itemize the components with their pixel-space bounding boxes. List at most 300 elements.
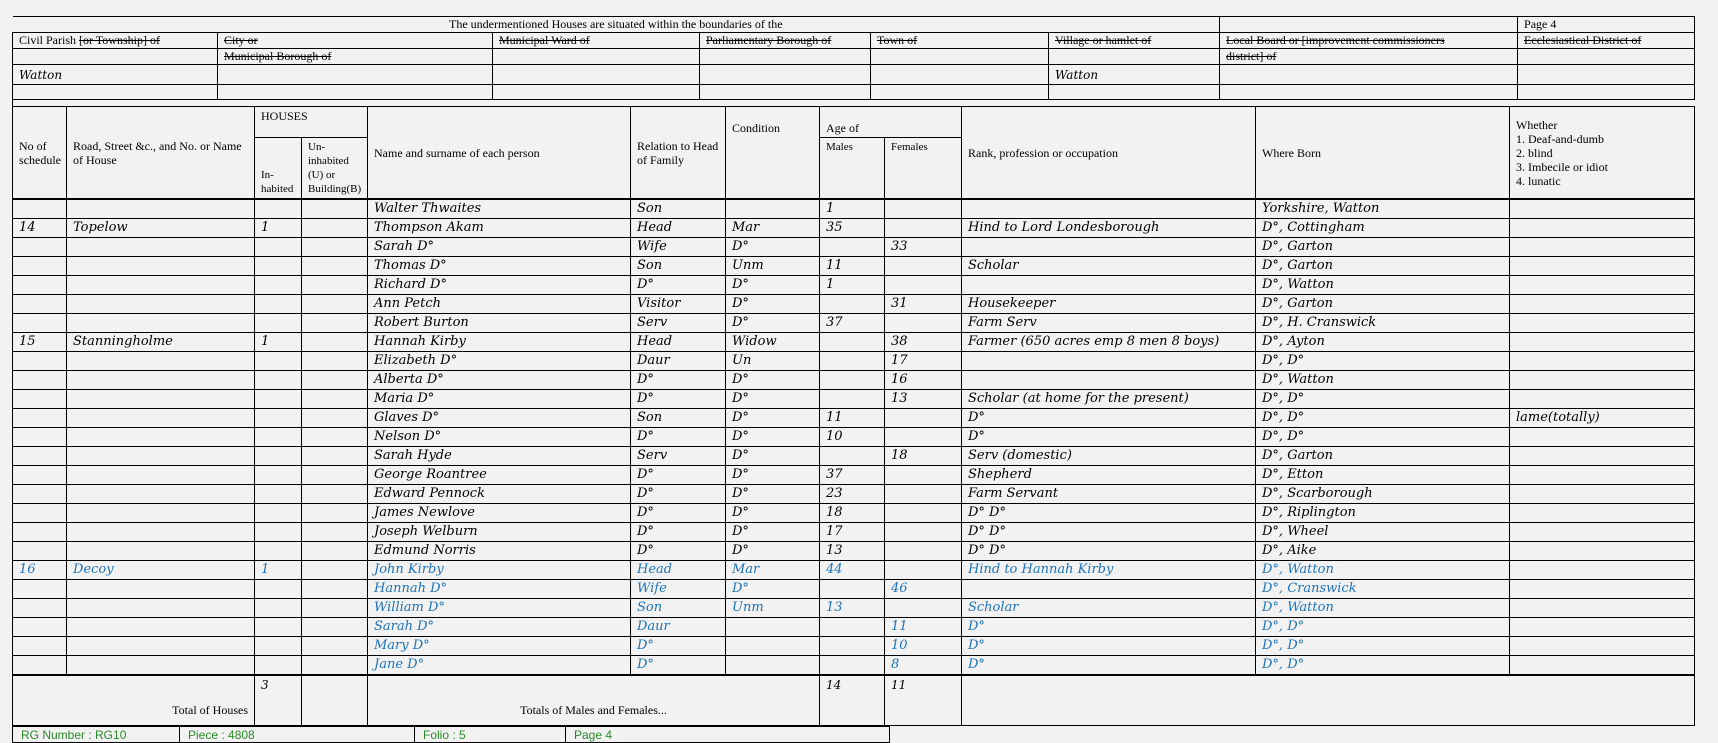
condition-cell: D° — [726, 504, 820, 523]
uninhabited-cell — [302, 257, 368, 276]
relation-cell: Visitor — [631, 295, 726, 314]
females-age-cell — [885, 523, 962, 542]
name-cell: Mary D° — [368, 637, 631, 656]
where-born-cell: D°, Watton — [1256, 371, 1510, 390]
column-header — [12, 106, 1695, 199]
name-cell: Sarah D° — [368, 618, 631, 637]
occupation-cell: D° D° — [962, 504, 1256, 523]
males-age-cell: 37 — [820, 466, 885, 485]
road-cell — [67, 656, 255, 675]
inhabited-cell — [255, 466, 302, 485]
name-cell: Joseph Welburn — [368, 523, 631, 542]
table-row — [13, 409, 1695, 428]
where-born-cell: D°, Aike — [1256, 542, 1510, 561]
table-row — [13, 523, 1695, 542]
name-cell: Edward Pennock — [368, 485, 631, 504]
occupation-cell: Farm Serv — [962, 314, 1256, 333]
where-born-cell: D°, Cranswick — [1256, 580, 1510, 599]
reference-footer — [12, 726, 890, 743]
piece-number: Piece : 4808 — [180, 727, 415, 743]
name-cell: Alberta D° — [368, 371, 631, 390]
infirmity-cell — [1510, 447, 1695, 466]
name-cell: Thompson Akam — [368, 219, 631, 238]
table-row — [13, 466, 1695, 485]
females-age-cell: 17 — [885, 352, 962, 371]
census-sheet — [12, 16, 1694, 743]
condition-cell — [726, 618, 820, 637]
males-age-cell: 13 — [820, 599, 885, 618]
road-cell — [67, 238, 255, 257]
road-cell — [67, 618, 255, 637]
name-cell: Jane D° — [368, 656, 631, 675]
schedule-cell: 16 — [13, 561, 67, 580]
infirmity-cell — [1510, 618, 1695, 637]
males-age-cell — [820, 618, 885, 637]
occupation-cell: D° — [962, 656, 1256, 675]
where-born-cell: D°, D° — [1256, 390, 1510, 409]
inhabited-cell — [255, 656, 302, 675]
occupation-cell: Scholar — [962, 257, 1256, 276]
uninhabited-cell — [302, 390, 368, 409]
total-males-value: 14 — [820, 676, 885, 726]
occupation-cell: D° D° — [962, 542, 1256, 561]
condition-cell: Widow — [726, 333, 820, 352]
uninhabited-cell — [302, 485, 368, 504]
condition-cell: Unm — [726, 599, 820, 618]
rg-number: RG Number : RG10 — [13, 727, 180, 743]
road-cell — [67, 314, 255, 333]
females-age-cell — [885, 542, 962, 561]
where-born-cell: D°, Watton — [1256, 599, 1510, 618]
name-cell: Thomas D° — [368, 257, 631, 276]
totals-table — [12, 675, 1695, 726]
uninhabited-cell — [302, 523, 368, 542]
uninhabited-cell — [302, 219, 368, 238]
uninhabited-cell — [302, 352, 368, 371]
occupation-cell: Housekeeper — [962, 295, 1256, 314]
inhabited-cell — [255, 257, 302, 276]
relation-cell: Wife — [631, 238, 726, 257]
name-cell: Hannah D° — [368, 580, 631, 599]
schedule-cell — [13, 523, 67, 542]
col-uninhabited: Un-inhabited (U) or Building(B) — [302, 138, 368, 199]
relation-cell: Daur — [631, 352, 726, 371]
females-age-cell — [885, 276, 962, 295]
relation-cell: Son — [631, 200, 726, 219]
males-age-cell — [820, 371, 885, 390]
where-born-cell: D°, H. Cranswick — [1256, 314, 1510, 333]
infirmity-cell — [1510, 637, 1695, 656]
occupation-cell: Farmer (650 acres emp 8 men 8 boys) — [962, 333, 1256, 352]
table-row — [13, 333, 1695, 352]
infirmity-cell — [1510, 276, 1695, 295]
where-born-cell: D°, D° — [1256, 409, 1510, 428]
condition-cell: D° — [726, 314, 820, 333]
road-cell — [67, 276, 255, 295]
table-row — [13, 447, 1695, 466]
schedule-cell — [13, 200, 67, 219]
schedule-cell — [13, 466, 67, 485]
whether-option-4: 4. lunatic — [1516, 173, 1561, 188]
where-born-cell: D°, Watton — [1256, 276, 1510, 295]
infirmity-cell — [1510, 542, 1695, 561]
infirmity-cell: lame(totally) — [1510, 409, 1695, 428]
females-age-cell: 8 — [885, 656, 962, 675]
relation-cell: D° — [631, 637, 726, 656]
uninhabited-cell — [302, 238, 368, 257]
road-cell — [67, 390, 255, 409]
males-age-cell — [820, 295, 885, 314]
table-row — [13, 390, 1695, 409]
occupation-cell — [962, 276, 1256, 295]
table-row — [13, 599, 1695, 618]
females-age-cell — [885, 409, 962, 428]
inhabited-cell: 1 — [255, 219, 302, 238]
name-cell: James Newlove — [368, 504, 631, 523]
col-females: Females — [885, 138, 962, 199]
name-cell: George Roantree — [368, 466, 631, 485]
relation-cell: Serv — [631, 314, 726, 333]
schedule-cell — [13, 485, 67, 504]
blank-cell — [1220, 17, 1518, 33]
schedule-cell: 15 — [13, 333, 67, 352]
condition-cell — [726, 656, 820, 675]
females-age-cell — [885, 314, 962, 333]
col-inhabited: In-habited — [255, 138, 302, 199]
occupation-cell: Hind to Hannah Kirby — [962, 561, 1256, 580]
road-cell — [67, 409, 255, 428]
name-cell: Elizabeth D° — [368, 352, 631, 371]
name-cell: Sarah D° — [368, 238, 631, 257]
inhabited-cell — [255, 276, 302, 295]
where-born-cell: D°, Etton — [1256, 466, 1510, 485]
col-name: Name and surname of each person — [368, 107, 631, 199]
infirmity-cell — [1510, 504, 1695, 523]
males-age-cell: 11 — [820, 409, 885, 428]
schedule-cell — [13, 409, 67, 428]
schedule-cell — [13, 295, 67, 314]
occupation-cell: Farm Servant — [962, 485, 1256, 504]
schedule-cell — [13, 504, 67, 523]
infirmity-cell — [1510, 466, 1695, 485]
inhabited-cell: 1 — [255, 333, 302, 352]
occupation-cell: Serv (domestic) — [962, 447, 1256, 466]
relation-cell: D° — [631, 466, 726, 485]
females-age-cell: 11 — [885, 618, 962, 637]
uninhabited-cell — [302, 371, 368, 390]
inhabited-cell — [255, 390, 302, 409]
condition-cell — [726, 200, 820, 219]
uninhabited-cell — [302, 656, 368, 675]
males-age-cell — [820, 637, 885, 656]
where-born-cell: D°, Riplington — [1256, 504, 1510, 523]
road-cell: Topelow — [67, 219, 255, 238]
infirmity-cell — [1510, 295, 1695, 314]
females-age-cell: 13 — [885, 390, 962, 409]
condition-cell: Mar — [726, 219, 820, 238]
where-born-cell: D°, D° — [1256, 618, 1510, 637]
males-age-cell — [820, 333, 885, 352]
where-born-cell: D°, Garton — [1256, 238, 1510, 257]
inhabited-cell — [255, 428, 302, 447]
schedule-cell — [13, 276, 67, 295]
folio-number: Folio : 5 — [415, 727, 566, 743]
males-age-cell: 10 — [820, 428, 885, 447]
table-row — [13, 295, 1695, 314]
relation-cell: Serv — [631, 447, 726, 466]
road-cell — [67, 447, 255, 466]
total-houses-value: 3 — [255, 676, 302, 726]
condition-cell: Unm — [726, 257, 820, 276]
uninhabited-cell — [302, 599, 368, 618]
males-age-cell — [820, 238, 885, 257]
infirmity-cell — [1510, 523, 1695, 542]
inhabited-cell — [255, 599, 302, 618]
table-row — [13, 314, 1695, 333]
condition-cell: Mar — [726, 561, 820, 580]
condition-cell: D° — [726, 466, 820, 485]
civil-parish-label: Civil Parish [or Township] of — [13, 33, 218, 49]
males-age-cell: 1 — [820, 276, 885, 295]
condition-cell: D° — [726, 276, 820, 295]
occupation-cell: D° — [962, 409, 1256, 428]
females-age-cell — [885, 200, 962, 219]
inhabited-cell — [255, 200, 302, 219]
condition-cell: D° — [726, 447, 820, 466]
infirmity-cell — [1510, 200, 1695, 219]
districts-table — [12, 16, 1695, 100]
uninhabited-cell — [302, 618, 368, 637]
females-age-cell — [885, 257, 962, 276]
relation-cell: Son — [631, 599, 726, 618]
uninhabited-cell — [302, 637, 368, 656]
inhabited-cell — [255, 314, 302, 333]
uninhabited-cell — [302, 333, 368, 352]
occupation-cell — [962, 580, 1256, 599]
name-cell: Ann Petch — [368, 295, 631, 314]
name-cell: John Kirby — [368, 561, 631, 580]
occupation-cell: D° — [962, 618, 1256, 637]
table-row — [13, 618, 1695, 637]
condition-cell: D° — [726, 238, 820, 257]
relation-cell: D° — [631, 371, 726, 390]
parliamentary-label: Parliamentary Borough of — [700, 33, 871, 49]
name-cell: Edmund Norris — [368, 542, 631, 561]
relation-cell: Wife — [631, 580, 726, 599]
table-row — [13, 561, 1695, 580]
road-cell — [67, 523, 255, 542]
relation-cell: D° — [631, 504, 726, 523]
relation-cell: Head — [631, 333, 726, 352]
males-age-cell: 17 — [820, 523, 885, 542]
table-row — [13, 504, 1695, 523]
uninhabited-cell — [302, 428, 368, 447]
relation-cell: Son — [631, 257, 726, 276]
road-cell — [67, 295, 255, 314]
table-row — [13, 428, 1695, 447]
table-row — [13, 352, 1695, 371]
schedule-cell — [13, 637, 67, 656]
table-row — [13, 200, 1695, 219]
col-schedule: No of schedule — [13, 107, 67, 199]
inhabited-cell — [255, 409, 302, 428]
relation-cell: Head — [631, 561, 726, 580]
schedule-cell — [13, 599, 67, 618]
females-age-cell: 10 — [885, 637, 962, 656]
occupation-cell: Hind to Lord Londesborough — [962, 219, 1256, 238]
males-age-cell: 35 — [820, 219, 885, 238]
col-where-born: Where Born — [1256, 107, 1510, 199]
where-born-cell: D°, Scarborough — [1256, 485, 1510, 504]
whether-option-1: 1. Deaf-and-dumb — [1516, 131, 1604, 146]
uninhabited-cell — [302, 447, 368, 466]
road-cell — [67, 504, 255, 523]
infirmity-cell — [1510, 485, 1695, 504]
schedule-cell — [13, 371, 67, 390]
females-age-cell — [885, 485, 962, 504]
inhabited-cell — [255, 618, 302, 637]
relation-cell: D° — [631, 428, 726, 447]
infirmity-cell — [1510, 561, 1695, 580]
total-persons-label: Totals of Males and Females... — [368, 676, 820, 726]
relation-cell: Son — [631, 409, 726, 428]
females-age-cell: 16 — [885, 371, 962, 390]
table-row — [13, 542, 1695, 561]
name-cell: Hannah Kirby — [368, 333, 631, 352]
total-females-value: 11 — [885, 676, 962, 726]
females-age-cell — [885, 466, 962, 485]
condition-cell — [726, 637, 820, 656]
condition-cell: D° — [726, 485, 820, 504]
relation-cell: D° — [631, 523, 726, 542]
males-age-cell — [820, 447, 885, 466]
condition-cell: D° — [726, 371, 820, 390]
uninhabited-cell — [302, 542, 368, 561]
uninhabited-cell — [302, 504, 368, 523]
schedule-cell — [13, 314, 67, 333]
where-born-cell: D°, Garton — [1256, 447, 1510, 466]
road-cell — [67, 580, 255, 599]
where-born-cell: D°, Cottingham — [1256, 219, 1510, 238]
where-born-cell: D°, D° — [1256, 637, 1510, 656]
name-cell: Richard D° — [368, 276, 631, 295]
table-row — [13, 257, 1695, 276]
road-cell — [67, 352, 255, 371]
schedule-cell — [13, 580, 67, 599]
inhabited-cell — [255, 580, 302, 599]
schedule-cell — [13, 542, 67, 561]
occupation-cell: Scholar (at home for the present) — [962, 390, 1256, 409]
inhabited-cell: 1 — [255, 561, 302, 580]
condition-cell: D° — [726, 390, 820, 409]
females-age-cell: 33 — [885, 238, 962, 257]
females-age-cell — [885, 219, 962, 238]
occupation-cell — [962, 238, 1256, 257]
total-houses-label: Total of Houses — [13, 676, 255, 726]
relation-cell: D° — [631, 485, 726, 504]
infirmity-cell — [1510, 333, 1695, 352]
road-cell — [67, 371, 255, 390]
condition-cell: D° — [726, 580, 820, 599]
col-condition: Condition — [726, 107, 820, 199]
condition-cell: D° — [726, 523, 820, 542]
table-row — [13, 580, 1695, 599]
schedule-cell — [13, 390, 67, 409]
table-row — [13, 371, 1695, 390]
name-cell: Walter Thwaites — [368, 200, 631, 219]
males-age-cell — [820, 390, 885, 409]
name-cell: William D° — [368, 599, 631, 618]
schedule-cell — [13, 257, 67, 276]
uninhabited-cell — [302, 314, 368, 333]
females-age-cell: 46 — [885, 580, 962, 599]
uninhabited-cell — [302, 466, 368, 485]
uninhabited-cell — [302, 409, 368, 428]
relation-cell: Head — [631, 219, 726, 238]
infirmity-cell — [1510, 257, 1695, 276]
municipal-borough-label: Municipal Borough of — [218, 49, 493, 65]
road-cell — [67, 485, 255, 504]
infirmity-cell — [1510, 656, 1695, 675]
road-cell — [67, 637, 255, 656]
whether-option-3: 3. Imbecile or idiot — [1516, 159, 1608, 174]
infirmity-cell — [1510, 314, 1695, 333]
road-cell — [67, 428, 255, 447]
females-age-cell — [885, 428, 962, 447]
condition-cell: D° — [726, 542, 820, 561]
road-cell — [67, 599, 255, 618]
infirmity-cell — [1510, 238, 1695, 257]
where-born-cell: D°, Garton — [1256, 295, 1510, 314]
table-row — [13, 637, 1695, 656]
males-age-cell — [820, 580, 885, 599]
inhabited-cell — [255, 637, 302, 656]
table-row — [13, 485, 1695, 504]
table-row — [13, 219, 1695, 238]
where-born-cell: D°, Wheel — [1256, 523, 1510, 542]
page-label: Page 4 — [1518, 17, 1695, 33]
where-born-cell: Yorkshire, Watton — [1256, 200, 1510, 219]
infirmity-cell — [1510, 371, 1695, 390]
schedule-cell — [13, 428, 67, 447]
road-cell: Decoy — [67, 561, 255, 580]
males-age-cell: 18 — [820, 504, 885, 523]
infirmity-cell — [1510, 580, 1695, 599]
condition-cell: D° — [726, 428, 820, 447]
situated-heading: The undermentioned Houses are situated within the boundaries of the — [13, 17, 1220, 33]
schedule-cell — [13, 238, 67, 257]
females-age-cell: 18 — [885, 447, 962, 466]
females-age-cell — [885, 504, 962, 523]
where-born-cell: D°, Watton — [1256, 561, 1510, 580]
road-cell — [67, 542, 255, 561]
inhabited-cell — [255, 504, 302, 523]
males-age-cell: 23 — [820, 485, 885, 504]
occupation-cell — [962, 371, 1256, 390]
occupation-cell: D° — [962, 637, 1256, 656]
females-age-cell: 38 — [885, 333, 962, 352]
females-age-cell — [885, 599, 962, 618]
inhabited-cell — [255, 352, 302, 371]
road-cell: Stanningholme — [67, 333, 255, 352]
schedule-cell — [13, 618, 67, 637]
males-age-cell — [820, 656, 885, 675]
females-age-cell — [885, 561, 962, 580]
local-board-label: Local Board or [improvement commissioners — [1220, 33, 1518, 49]
males-age-cell: 37 — [820, 314, 885, 333]
name-cell: Nelson D° — [368, 428, 631, 447]
whether-option-2: 2. blind — [1516, 145, 1553, 160]
